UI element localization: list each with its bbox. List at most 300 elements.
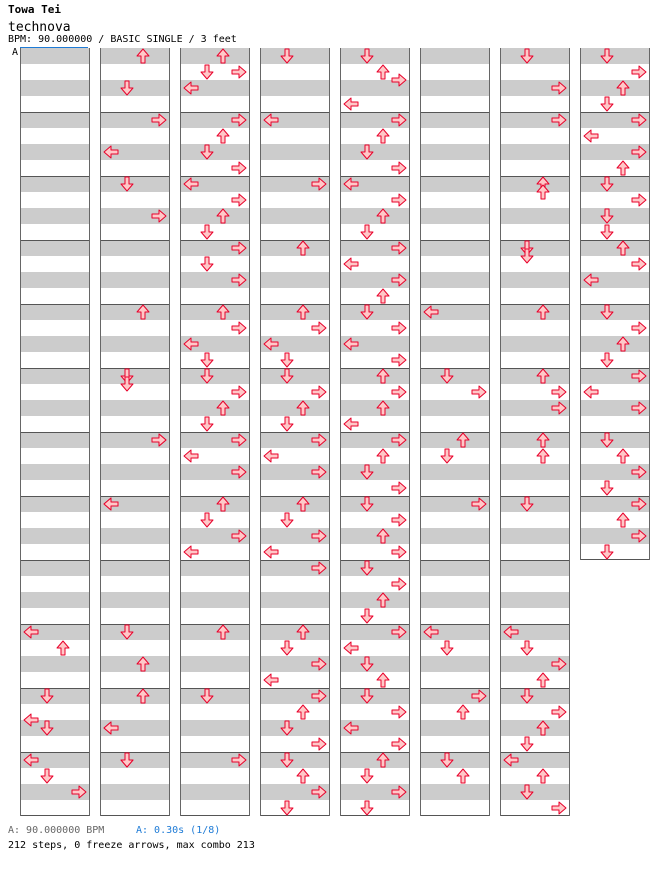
- beat-band: [181, 688, 249, 704]
- measure-line: [21, 688, 89, 689]
- down-arrow-icon: [519, 640, 535, 656]
- right-arrow-icon: [311, 784, 327, 800]
- beat-band: [421, 592, 489, 608]
- right-arrow-icon: [231, 160, 247, 176]
- down-arrow-icon: [359, 304, 375, 320]
- left-arrow-icon: [343, 336, 359, 352]
- up-arrow-icon: [215, 496, 231, 512]
- down-arrow-icon: [519, 48, 535, 64]
- up-arrow-icon: [535, 368, 551, 384]
- beat-band: [581, 208, 649, 224]
- up-arrow-icon: [615, 336, 631, 352]
- beat-band: [421, 720, 489, 736]
- down-arrow-icon: [199, 688, 215, 704]
- beat-band: [101, 528, 169, 544]
- down-arrow-icon: [599, 176, 615, 192]
- beat-band: [421, 784, 489, 800]
- beat-band: [421, 560, 489, 576]
- column-bottom-line: [181, 815, 249, 816]
- beat-band: [581, 48, 649, 64]
- left-arrow-icon: [583, 128, 599, 144]
- measure-line: [341, 496, 409, 497]
- up-arrow-icon: [375, 672, 391, 688]
- up-arrow-icon: [215, 400, 231, 416]
- beat-band: [501, 496, 569, 512]
- down-arrow-icon: [199, 256, 215, 272]
- beat-band: [101, 592, 169, 608]
- left-arrow-icon: [263, 112, 279, 128]
- measure-line: [501, 240, 569, 241]
- down-arrow-icon: [359, 688, 375, 704]
- measure-line: [421, 752, 489, 753]
- beat-band: [501, 784, 569, 800]
- right-arrow-icon: [631, 320, 647, 336]
- down-arrow-icon: [599, 96, 615, 112]
- right-arrow-icon: [391, 112, 407, 128]
- measure-line: [21, 112, 89, 113]
- left-arrow-icon: [503, 624, 519, 640]
- right-arrow-icon: [71, 784, 87, 800]
- down-arrow-icon: [599, 480, 615, 496]
- beat-band: [581, 304, 649, 320]
- beat-band: [341, 656, 409, 672]
- beat-band: [21, 432, 89, 448]
- beat-band: [501, 560, 569, 576]
- measure-line: [101, 560, 169, 561]
- left-arrow-icon: [423, 624, 439, 640]
- column-bottom-line: [421, 815, 489, 816]
- up-arrow-icon: [375, 128, 391, 144]
- left-arrow-icon: [583, 272, 599, 288]
- beat-band: [581, 432, 649, 448]
- down-arrow-icon: [439, 448, 455, 464]
- beat-band: [101, 368, 169, 384]
- down-arrow-icon: [39, 720, 55, 736]
- right-arrow-icon: [471, 384, 487, 400]
- beat-band: [341, 496, 409, 512]
- down-arrow-icon: [119, 624, 135, 640]
- beat-band: [21, 400, 89, 416]
- up-arrow-icon: [135, 48, 151, 64]
- right-arrow-icon: [151, 432, 167, 448]
- beat-band: [421, 240, 489, 256]
- up-arrow-icon: [615, 240, 631, 256]
- beat-band: [21, 144, 89, 160]
- chart-column: [20, 48, 90, 816]
- down-arrow-icon: [199, 512, 215, 528]
- beat-band: [261, 80, 329, 96]
- measure-line: [101, 624, 169, 625]
- left-arrow-icon: [503, 752, 519, 768]
- down-arrow-icon: [599, 304, 615, 320]
- beat-band: [101, 176, 169, 192]
- left-arrow-icon: [263, 336, 279, 352]
- right-arrow-icon: [311, 464, 327, 480]
- bpm-marker: A: [12, 47, 19, 58]
- beat-band: [181, 592, 249, 608]
- up-arrow-icon: [455, 704, 471, 720]
- right-arrow-icon: [231, 320, 247, 336]
- up-arrow-icon: [375, 448, 391, 464]
- chart-column: [580, 48, 650, 560]
- down-arrow-icon: [359, 224, 375, 240]
- down-arrow-icon: [359, 464, 375, 480]
- right-arrow-icon: [631, 192, 647, 208]
- down-arrow-icon: [119, 80, 135, 96]
- right-arrow-icon: [151, 112, 167, 128]
- up-arrow-icon: [535, 304, 551, 320]
- left-arrow-icon: [343, 176, 359, 192]
- beat-band: [421, 464, 489, 480]
- down-arrow-icon: [199, 64, 215, 80]
- down-arrow-icon: [359, 656, 375, 672]
- right-arrow-icon: [311, 736, 327, 752]
- beat-band: [421, 272, 489, 288]
- chart-column: [180, 48, 250, 816]
- beat-band: [261, 752, 329, 768]
- down-arrow-icon: [199, 352, 215, 368]
- left-arrow-icon: [103, 144, 119, 160]
- right-arrow-icon: [391, 704, 407, 720]
- right-arrow-icon: [391, 320, 407, 336]
- beat-band: [501, 240, 569, 256]
- up-arrow-icon: [535, 720, 551, 736]
- beat-band: [21, 240, 89, 256]
- down-arrow-icon: [199, 144, 215, 160]
- measure-line: [21, 176, 89, 177]
- down-arrow-icon: [599, 432, 615, 448]
- up-arrow-icon: [295, 304, 311, 320]
- beat-band: [421, 528, 489, 544]
- left-arrow-icon: [343, 720, 359, 736]
- measure-line: [581, 432, 649, 433]
- beat-band: [21, 464, 89, 480]
- beat-band: [101, 336, 169, 352]
- chart-column: [420, 48, 490, 816]
- right-arrow-icon: [311, 688, 327, 704]
- left-arrow-icon: [263, 448, 279, 464]
- right-arrow-icon: [231, 384, 247, 400]
- right-arrow-icon: [631, 528, 647, 544]
- beat-band: [421, 656, 489, 672]
- beat-band: [261, 592, 329, 608]
- beat-band: [501, 48, 569, 64]
- left-arrow-icon: [183, 448, 199, 464]
- down-arrow-icon: [279, 752, 295, 768]
- beat-band: [181, 368, 249, 384]
- measure-line: [421, 240, 489, 241]
- up-arrow-icon: [375, 400, 391, 416]
- beat-band: [101, 624, 169, 640]
- measure-line: [101, 176, 169, 177]
- right-arrow-icon: [391, 240, 407, 256]
- right-arrow-icon: [311, 560, 327, 576]
- beat-band: [261, 48, 329, 64]
- right-arrow-icon: [231, 272, 247, 288]
- down-arrow-icon: [279, 352, 295, 368]
- down-arrow-icon: [599, 544, 615, 560]
- measure-line: [421, 112, 489, 113]
- right-arrow-icon: [391, 352, 407, 368]
- up-arrow-icon: [615, 160, 631, 176]
- beat-band: [21, 496, 89, 512]
- artist-name: Towa Tei: [8, 3, 61, 16]
- beat-band: [21, 48, 89, 64]
- beat-band: [501, 528, 569, 544]
- right-arrow-icon: [391, 784, 407, 800]
- beat-band: [341, 560, 409, 576]
- beat-band: [21, 528, 89, 544]
- up-arrow-icon: [615, 448, 631, 464]
- down-arrow-icon: [519, 784, 535, 800]
- left-arrow-icon: [103, 496, 119, 512]
- measure-line: [21, 304, 89, 305]
- beat-band: [261, 720, 329, 736]
- up-arrow-icon: [135, 688, 151, 704]
- down-arrow-icon: [519, 248, 535, 264]
- beat-band: [21, 560, 89, 576]
- down-arrow-icon: [119, 376, 135, 392]
- beat-band: [341, 688, 409, 704]
- beat-band: [21, 304, 89, 320]
- up-arrow-icon: [215, 208, 231, 224]
- measure-line: [501, 496, 569, 497]
- beat-band: [101, 560, 169, 576]
- down-arrow-icon: [359, 560, 375, 576]
- down-arrow-icon: [359, 608, 375, 624]
- measure-line: [501, 688, 569, 689]
- beat-band: [181, 560, 249, 576]
- right-arrow-icon: [391, 736, 407, 752]
- beat-band: [501, 208, 569, 224]
- up-arrow-icon: [55, 640, 71, 656]
- up-arrow-icon: [295, 240, 311, 256]
- beat-band: [101, 464, 169, 480]
- right-arrow-icon: [631, 464, 647, 480]
- beat-band: [21, 336, 89, 352]
- measure-line: [101, 368, 169, 369]
- up-arrow-icon: [295, 624, 311, 640]
- right-arrow-icon: [311, 656, 327, 672]
- up-arrow-icon: [615, 512, 631, 528]
- down-arrow-icon: [439, 368, 455, 384]
- right-arrow-icon: [391, 624, 407, 640]
- right-arrow-icon: [231, 752, 247, 768]
- chart-column: [100, 48, 170, 816]
- measure-line: [181, 688, 249, 689]
- measure-line: [341, 560, 409, 561]
- down-arrow-icon: [519, 688, 535, 704]
- column-bottom-line: [581, 559, 649, 560]
- down-arrow-icon: [39, 688, 55, 704]
- up-arrow-icon: [135, 656, 151, 672]
- left-arrow-icon: [343, 256, 359, 272]
- beat-band: [261, 208, 329, 224]
- down-arrow-icon: [359, 144, 375, 160]
- beat-band: [421, 208, 489, 224]
- down-arrow-icon: [439, 640, 455, 656]
- right-arrow-icon: [391, 72, 407, 88]
- beat-band: [501, 272, 569, 288]
- measure-line: [181, 368, 249, 369]
- left-arrow-icon: [263, 672, 279, 688]
- measure-line: [421, 368, 489, 369]
- right-arrow-icon: [391, 384, 407, 400]
- beat-band: [421, 752, 489, 768]
- measure-line: [101, 752, 169, 753]
- left-arrow-icon: [23, 624, 39, 640]
- up-arrow-icon: [535, 432, 551, 448]
- measure-line: [261, 368, 329, 369]
- down-arrow-icon: [119, 176, 135, 192]
- measure-line: [21, 368, 89, 369]
- beat-band: [341, 144, 409, 160]
- left-arrow-icon: [343, 96, 359, 112]
- right-arrow-icon: [631, 112, 647, 128]
- beat-band: [421, 80, 489, 96]
- right-arrow-icon: [391, 272, 407, 288]
- up-arrow-icon: [375, 64, 391, 80]
- left-arrow-icon: [23, 712, 39, 728]
- beat-band: [21, 592, 89, 608]
- up-arrow-icon: [535, 448, 551, 464]
- up-arrow-icon: [535, 184, 551, 200]
- down-arrow-icon: [199, 368, 215, 384]
- beat-band: [101, 752, 169, 768]
- up-arrow-icon: [375, 752, 391, 768]
- up-arrow-icon: [215, 128, 231, 144]
- left-arrow-icon: [343, 416, 359, 432]
- up-arrow-icon: [615, 80, 631, 96]
- right-arrow-icon: [551, 800, 567, 816]
- beat-band: [21, 272, 89, 288]
- left-arrow-icon: [183, 80, 199, 96]
- left-arrow-icon: [263, 544, 279, 560]
- right-arrow-icon: [391, 544, 407, 560]
- down-arrow-icon: [519, 736, 535, 752]
- beat-band: [581, 176, 649, 192]
- right-arrow-icon: [231, 64, 247, 80]
- beat-band: [421, 48, 489, 64]
- down-arrow-icon: [199, 416, 215, 432]
- up-arrow-icon: [375, 208, 391, 224]
- beat-band: [21, 208, 89, 224]
- up-arrow-icon: [295, 768, 311, 784]
- left-arrow-icon: [583, 384, 599, 400]
- column-bottom-line: [261, 815, 329, 816]
- beat-band: [261, 272, 329, 288]
- up-arrow-icon: [295, 400, 311, 416]
- down-arrow-icon: [279, 512, 295, 528]
- stop-legend: A: 0.30s (1/8): [136, 825, 221, 836]
- column-bottom-line: [341, 815, 409, 816]
- right-arrow-icon: [471, 688, 487, 704]
- beat-band: [501, 464, 569, 480]
- down-arrow-icon: [279, 48, 295, 64]
- left-arrow-icon: [183, 336, 199, 352]
- right-arrow-icon: [391, 512, 407, 528]
- right-arrow-icon: [631, 368, 647, 384]
- left-arrow-icon: [343, 640, 359, 656]
- beat-band: [101, 240, 169, 256]
- song-title: technova: [8, 20, 71, 35]
- chart-column: [260, 48, 330, 816]
- right-arrow-icon: [231, 432, 247, 448]
- beat-band: [101, 400, 169, 416]
- down-arrow-icon: [359, 768, 375, 784]
- up-arrow-icon: [535, 672, 551, 688]
- bpm-legend: A: 90.000000 BPM: [8, 825, 105, 836]
- beat-band: [181, 784, 249, 800]
- right-arrow-icon: [391, 480, 407, 496]
- down-arrow-icon: [279, 368, 295, 384]
- beat-band: [501, 144, 569, 160]
- down-arrow-icon: [359, 800, 375, 816]
- beat-band: [21, 656, 89, 672]
- beat-band: [501, 688, 569, 704]
- beat-band: [501, 592, 569, 608]
- right-arrow-icon: [551, 704, 567, 720]
- down-arrow-icon: [599, 48, 615, 64]
- beat-band: [101, 80, 169, 96]
- beat-band: [421, 336, 489, 352]
- measure-line: [181, 560, 249, 561]
- right-arrow-icon: [631, 256, 647, 272]
- chart-column: [500, 48, 570, 816]
- left-arrow-icon: [183, 544, 199, 560]
- up-arrow-icon: [375, 528, 391, 544]
- right-arrow-icon: [391, 432, 407, 448]
- up-arrow-icon: [215, 304, 231, 320]
- right-arrow-icon: [151, 208, 167, 224]
- up-arrow-icon: [215, 624, 231, 640]
- right-arrow-icon: [551, 400, 567, 416]
- down-arrow-icon: [39, 768, 55, 784]
- left-arrow-icon: [23, 752, 39, 768]
- beat-band: [261, 144, 329, 160]
- right-arrow-icon: [231, 464, 247, 480]
- step-summary: 212 steps, 0 freeze arrows, max combo 213: [8, 840, 255, 851]
- left-arrow-icon: [423, 304, 439, 320]
- beat-band: [21, 112, 89, 128]
- right-arrow-icon: [391, 192, 407, 208]
- up-arrow-icon: [215, 48, 231, 64]
- measure-line: [21, 432, 89, 433]
- down-arrow-icon: [279, 416, 295, 432]
- measure-line: [101, 240, 169, 241]
- beat-band: [21, 688, 89, 704]
- up-arrow-icon: [375, 288, 391, 304]
- measure-line: [21, 240, 89, 241]
- right-arrow-icon: [311, 528, 327, 544]
- right-arrow-icon: [311, 176, 327, 192]
- measure-line: [341, 688, 409, 689]
- column-bottom-line: [101, 815, 169, 816]
- right-arrow-icon: [231, 192, 247, 208]
- down-arrow-icon: [519, 496, 535, 512]
- down-arrow-icon: [359, 48, 375, 64]
- beat-band: [101, 784, 169, 800]
- beat-band: [21, 368, 89, 384]
- beat-band: [21, 176, 89, 192]
- beat-band: [421, 368, 489, 384]
- down-arrow-icon: [279, 720, 295, 736]
- measure-line: [21, 560, 89, 561]
- down-arrow-icon: [279, 640, 295, 656]
- up-arrow-icon: [295, 496, 311, 512]
- down-arrow-icon: [359, 496, 375, 512]
- beat-band: [421, 176, 489, 192]
